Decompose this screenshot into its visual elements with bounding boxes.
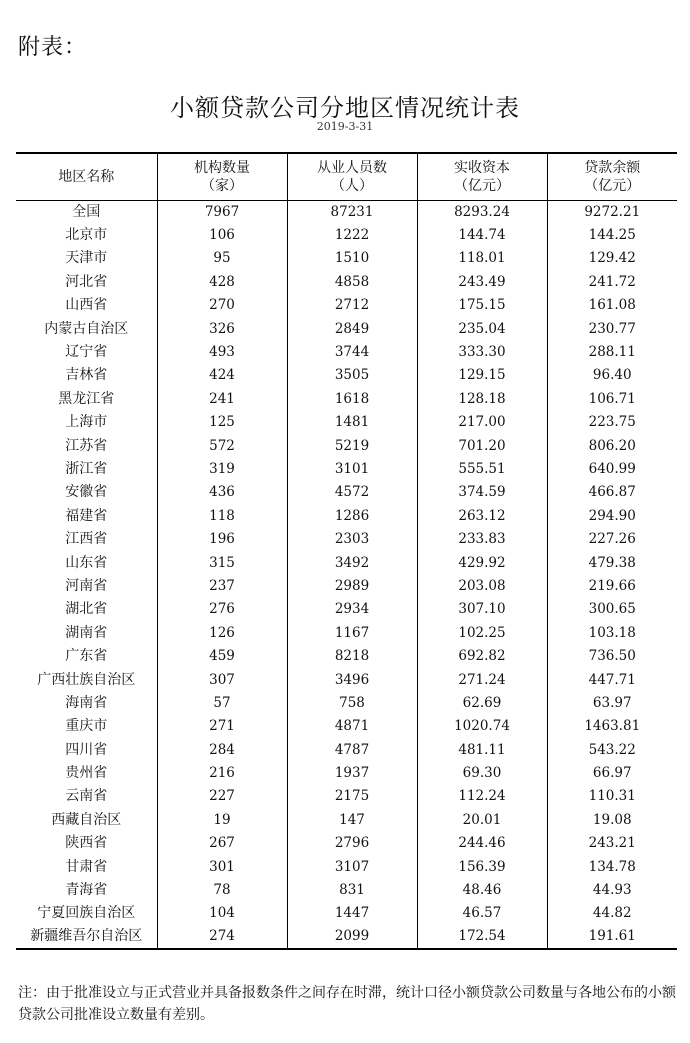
region-cell: 海南省 [65,694,108,711]
region-cell: 安徽省 [65,484,108,501]
employees-cell: 4871 [287,715,417,738]
loans-cell: 294.90 [547,504,677,527]
header-employees-unit: （人） [331,177,373,194]
region-cell: 广西壮族自治区 [37,671,136,688]
capital-cell: 333.30 [417,340,547,363]
capital-cell: 263.12 [417,504,547,527]
loans-cell: 223.75 [547,411,677,434]
table-row [16,621,677,644]
table-row [16,481,677,504]
table-row [16,785,677,808]
region-cell: 河南省 [65,577,108,594]
region-cell: 上海市 [65,414,108,431]
capital-cell: 69.30 [417,761,547,784]
capital-cell: 217.00 [417,411,547,434]
region-cell: 云南省 [65,788,108,805]
capital-cell: 555.51 [417,457,547,480]
capital-cell: 203.08 [417,574,547,597]
employees-cell: 758 [287,691,417,714]
employees-cell: 1447 [287,902,417,925]
institutions-cell: 270 [157,294,287,317]
region-cell: 陕西省 [65,835,108,852]
loans-cell: 96.40 [547,364,677,387]
table-row [16,270,677,293]
capital-cell: 175.15 [417,294,547,317]
table-row [16,504,677,527]
region-cell: 新疆维吾尔自治区 [16,925,157,948]
employees-cell: 831 [287,878,417,901]
header-employees [287,153,417,200]
loans-cell: 63.97 [547,691,677,714]
institutions-cell: 276 [157,598,287,621]
loans-cell: 230.77 [547,317,677,340]
header-institutions-unit: （家） [201,177,243,194]
employees-cell: 2989 [287,574,417,597]
institutions-cell: 428 [157,270,287,293]
employees-cell: 1167 [287,621,417,644]
region-cell: 湖南省 [65,624,108,641]
institutions-cell: 572 [157,434,287,457]
capital-cell: 8293.24 [417,200,547,223]
institutions-cell: 436 [157,481,287,504]
table-row [16,902,677,925]
capital-cell: 156.39 [417,855,547,878]
region-cell: 湖北省 [65,601,108,618]
employees-cell: 5219 [287,434,417,457]
institutions-cell: 19 [157,808,287,831]
loans-cell: 44.93 [547,878,677,901]
employees-cell: 1618 [287,387,417,410]
region-cell: 青海省 [65,882,108,899]
header-capital [417,153,547,200]
table-row [16,223,677,246]
institutions-cell: 241 [157,387,287,410]
employees-cell: 87231 [287,200,417,223]
loans-cell: 144.25 [547,223,677,246]
table-row [16,527,677,550]
table-date: 2019-3-31 [316,120,374,133]
institutions-cell: 267 [157,832,287,855]
region-cell: 江西省 [65,531,108,548]
employees-cell: 2099 [287,925,417,948]
institutions-cell: 284 [157,738,287,761]
table-row [16,434,677,457]
loans-cell: 1463.81 [547,715,677,738]
table-row [16,644,677,667]
institutions-cell: 237 [157,574,287,597]
table-row [16,574,677,597]
table-row [16,738,677,761]
loans-cell: 479.38 [547,551,677,574]
table-row [16,340,677,363]
loans-cell: 191.61 [547,925,677,948]
institutions-cell: 196 [157,527,287,550]
employees-cell: 8218 [287,644,417,667]
region-cell: 黑龙江省 [58,390,115,407]
capital-cell: 374.59 [417,481,547,504]
loans-cell: 9272.21 [547,200,677,223]
loans-cell: 106.71 [547,387,677,410]
institutions-cell: 319 [157,457,287,480]
institutions-cell: 57 [157,691,287,714]
capital-cell: 233.83 [417,527,547,550]
statistics-table [16,152,677,950]
loans-cell: 103.18 [547,621,677,644]
region-cell: 吉林省 [65,367,108,384]
table-row [16,832,677,855]
header-loans-label: 贷款余额 [584,159,641,176]
institutions-cell: 7967 [157,200,287,223]
loans-cell: 66.97 [547,761,677,784]
institutions-cell: 104 [157,902,287,925]
header-institutions-label: 机构数量 [194,159,250,176]
capital-cell: 128.18 [417,387,547,410]
header-loans [547,153,677,200]
loans-cell: 640.99 [547,457,677,480]
region-cell: 西藏自治区 [51,811,122,828]
institutions-cell: 216 [157,761,287,784]
institutions-cell: 227 [157,785,287,808]
loans-cell: 161.08 [547,294,677,317]
capital-cell: 481.11 [417,738,547,761]
header-loans-unit: （亿元） [584,177,641,194]
loans-cell: 129.42 [547,247,677,270]
capital-cell: 271.24 [417,668,547,691]
header-row [16,153,677,200]
capital-cell: 701.20 [417,434,547,457]
table-row [16,668,677,691]
loans-cell: 219.66 [547,574,677,597]
table-row [16,364,677,387]
appendix-label: 附表： [18,35,88,60]
capital-cell: 129.15 [417,364,547,387]
table-row [16,761,677,784]
table-row [16,294,677,317]
capital-cell: 243.49 [417,270,547,293]
capital-cell: 20.01 [417,808,547,831]
employees-cell: 1481 [287,411,417,434]
table-row [16,878,677,901]
region-cell: 天津市 [65,250,108,267]
footnote: 注：由于批准设立与正式营业并具备报数条件之间存在时滞，统计口径小额贷款公司数量与各地公布的小额贷款公司批准设立数量有差别。 [18,985,676,1023]
institutions-cell: 125 [157,411,287,434]
institutions-cell: 326 [157,317,287,340]
institutions-cell: 78 [157,878,287,901]
capital-cell: 307.10 [417,598,547,621]
capital-cell: 46.57 [417,902,547,925]
institutions-cell: 307 [157,668,287,691]
region-cell: 全国 [72,203,101,220]
header-employees-label: 从业人员数 [317,159,387,176]
region-cell: 四川省 [65,741,108,758]
capital-cell: 172.54 [417,925,547,948]
loans-cell: 243.21 [547,832,677,855]
employees-cell: 4787 [287,738,417,761]
table-row [16,715,677,738]
capital-cell: 692.82 [417,644,547,667]
header-capital-unit: （亿元） [454,177,510,194]
employees-cell: 2934 [287,598,417,621]
institutions-cell: 271 [157,715,287,738]
loans-cell: 806.20 [547,434,677,457]
loans-cell: 241.72 [547,270,677,293]
capital-cell: 235.04 [417,317,547,340]
region-cell: 贵州省 [65,765,108,782]
region-cell: 浙江省 [65,460,108,477]
employees-cell: 1222 [287,223,417,246]
loans-cell: 543.22 [547,738,677,761]
loans-cell: 134.78 [547,855,677,878]
region-cell: 广东省 [65,648,108,665]
loans-cell: 44.82 [547,902,677,925]
loans-cell: 300.65 [547,598,677,621]
loans-cell: 19.08 [547,808,677,831]
region-cell: 重庆市 [65,718,108,735]
employees-cell: 147 [287,808,417,831]
employees-cell: 2303 [287,527,417,550]
capital-cell: 144.74 [417,223,547,246]
header-capital-label: 实收资本 [454,159,510,176]
capital-cell: 429.92 [417,551,547,574]
loans-cell: 227.26 [547,527,677,550]
table-row [16,551,677,574]
employees-cell: 3496 [287,668,417,691]
institutions-cell: 459 [157,644,287,667]
region-cell: 山西省 [65,297,108,314]
institutions-cell: 274 [157,925,287,948]
loans-cell: 466.87 [547,481,677,504]
table-title: 小额贷款公司分地区情况统计表 [170,94,520,122]
loans-cell: 447.71 [547,668,677,691]
region-cell: 江苏省 [65,437,108,454]
capital-cell: 112.24 [417,785,547,808]
region-cell: 宁夏回族自治区 [37,905,136,922]
employees-cell: 4572 [287,481,417,504]
table-row [16,247,677,270]
capital-cell: 62.69 [417,691,547,714]
table-row [16,925,677,948]
table-header [16,153,677,200]
loans-cell: 110.31 [547,785,677,808]
region-cell: 山东省 [65,554,108,571]
employees-cell: 3492 [287,551,417,574]
table-body [16,200,677,949]
loans-cell: 736.50 [547,644,677,667]
table-row [16,317,677,340]
institutions-cell: 106 [157,223,287,246]
employees-cell: 1510 [287,247,417,270]
capital-cell: 1020.74 [417,715,547,738]
capital-cell: 48.46 [417,878,547,901]
region-cell: 辽宁省 [65,344,108,361]
employees-cell: 2175 [287,785,417,808]
loans-cell: 288.11 [547,340,677,363]
header-institutions [157,153,287,200]
employees-cell: 1286 [287,504,417,527]
institutions-cell: 95 [157,247,287,270]
region-cell: 福建省 [65,507,108,524]
capital-cell: 118.01 [417,247,547,270]
table-row [16,691,677,714]
region-cell: 北京市 [65,227,108,244]
region-cell: 甘肃省 [65,858,108,875]
employees-cell: 3744 [287,340,417,363]
region-cell: 河北省 [65,273,108,290]
institutions-cell: 126 [157,621,287,644]
header-region: 地区名称 [16,153,157,200]
capital-cell: 102.25 [417,621,547,644]
employees-cell: 3107 [287,855,417,878]
capital-cell: 244.46 [417,832,547,855]
table-row [16,598,677,621]
table-row [16,411,677,434]
employees-cell: 3505 [287,364,417,387]
employees-cell: 2796 [287,832,417,855]
institutions-cell: 118 [157,504,287,527]
table-row [16,387,677,410]
employees-cell: 2849 [287,317,417,340]
region-cell: 内蒙古自治区 [44,320,129,337]
table-row [16,855,677,878]
institutions-cell: 301 [157,855,287,878]
institutions-cell: 315 [157,551,287,574]
employees-cell: 4858 [287,270,417,293]
employees-cell: 3101 [287,457,417,480]
employees-cell: 1937 [287,761,417,784]
table-row [16,200,677,223]
table-row [16,457,677,480]
table-row [16,808,677,831]
institutions-cell: 493 [157,340,287,363]
institutions-cell: 424 [157,364,287,387]
employees-cell: 2712 [287,294,417,317]
